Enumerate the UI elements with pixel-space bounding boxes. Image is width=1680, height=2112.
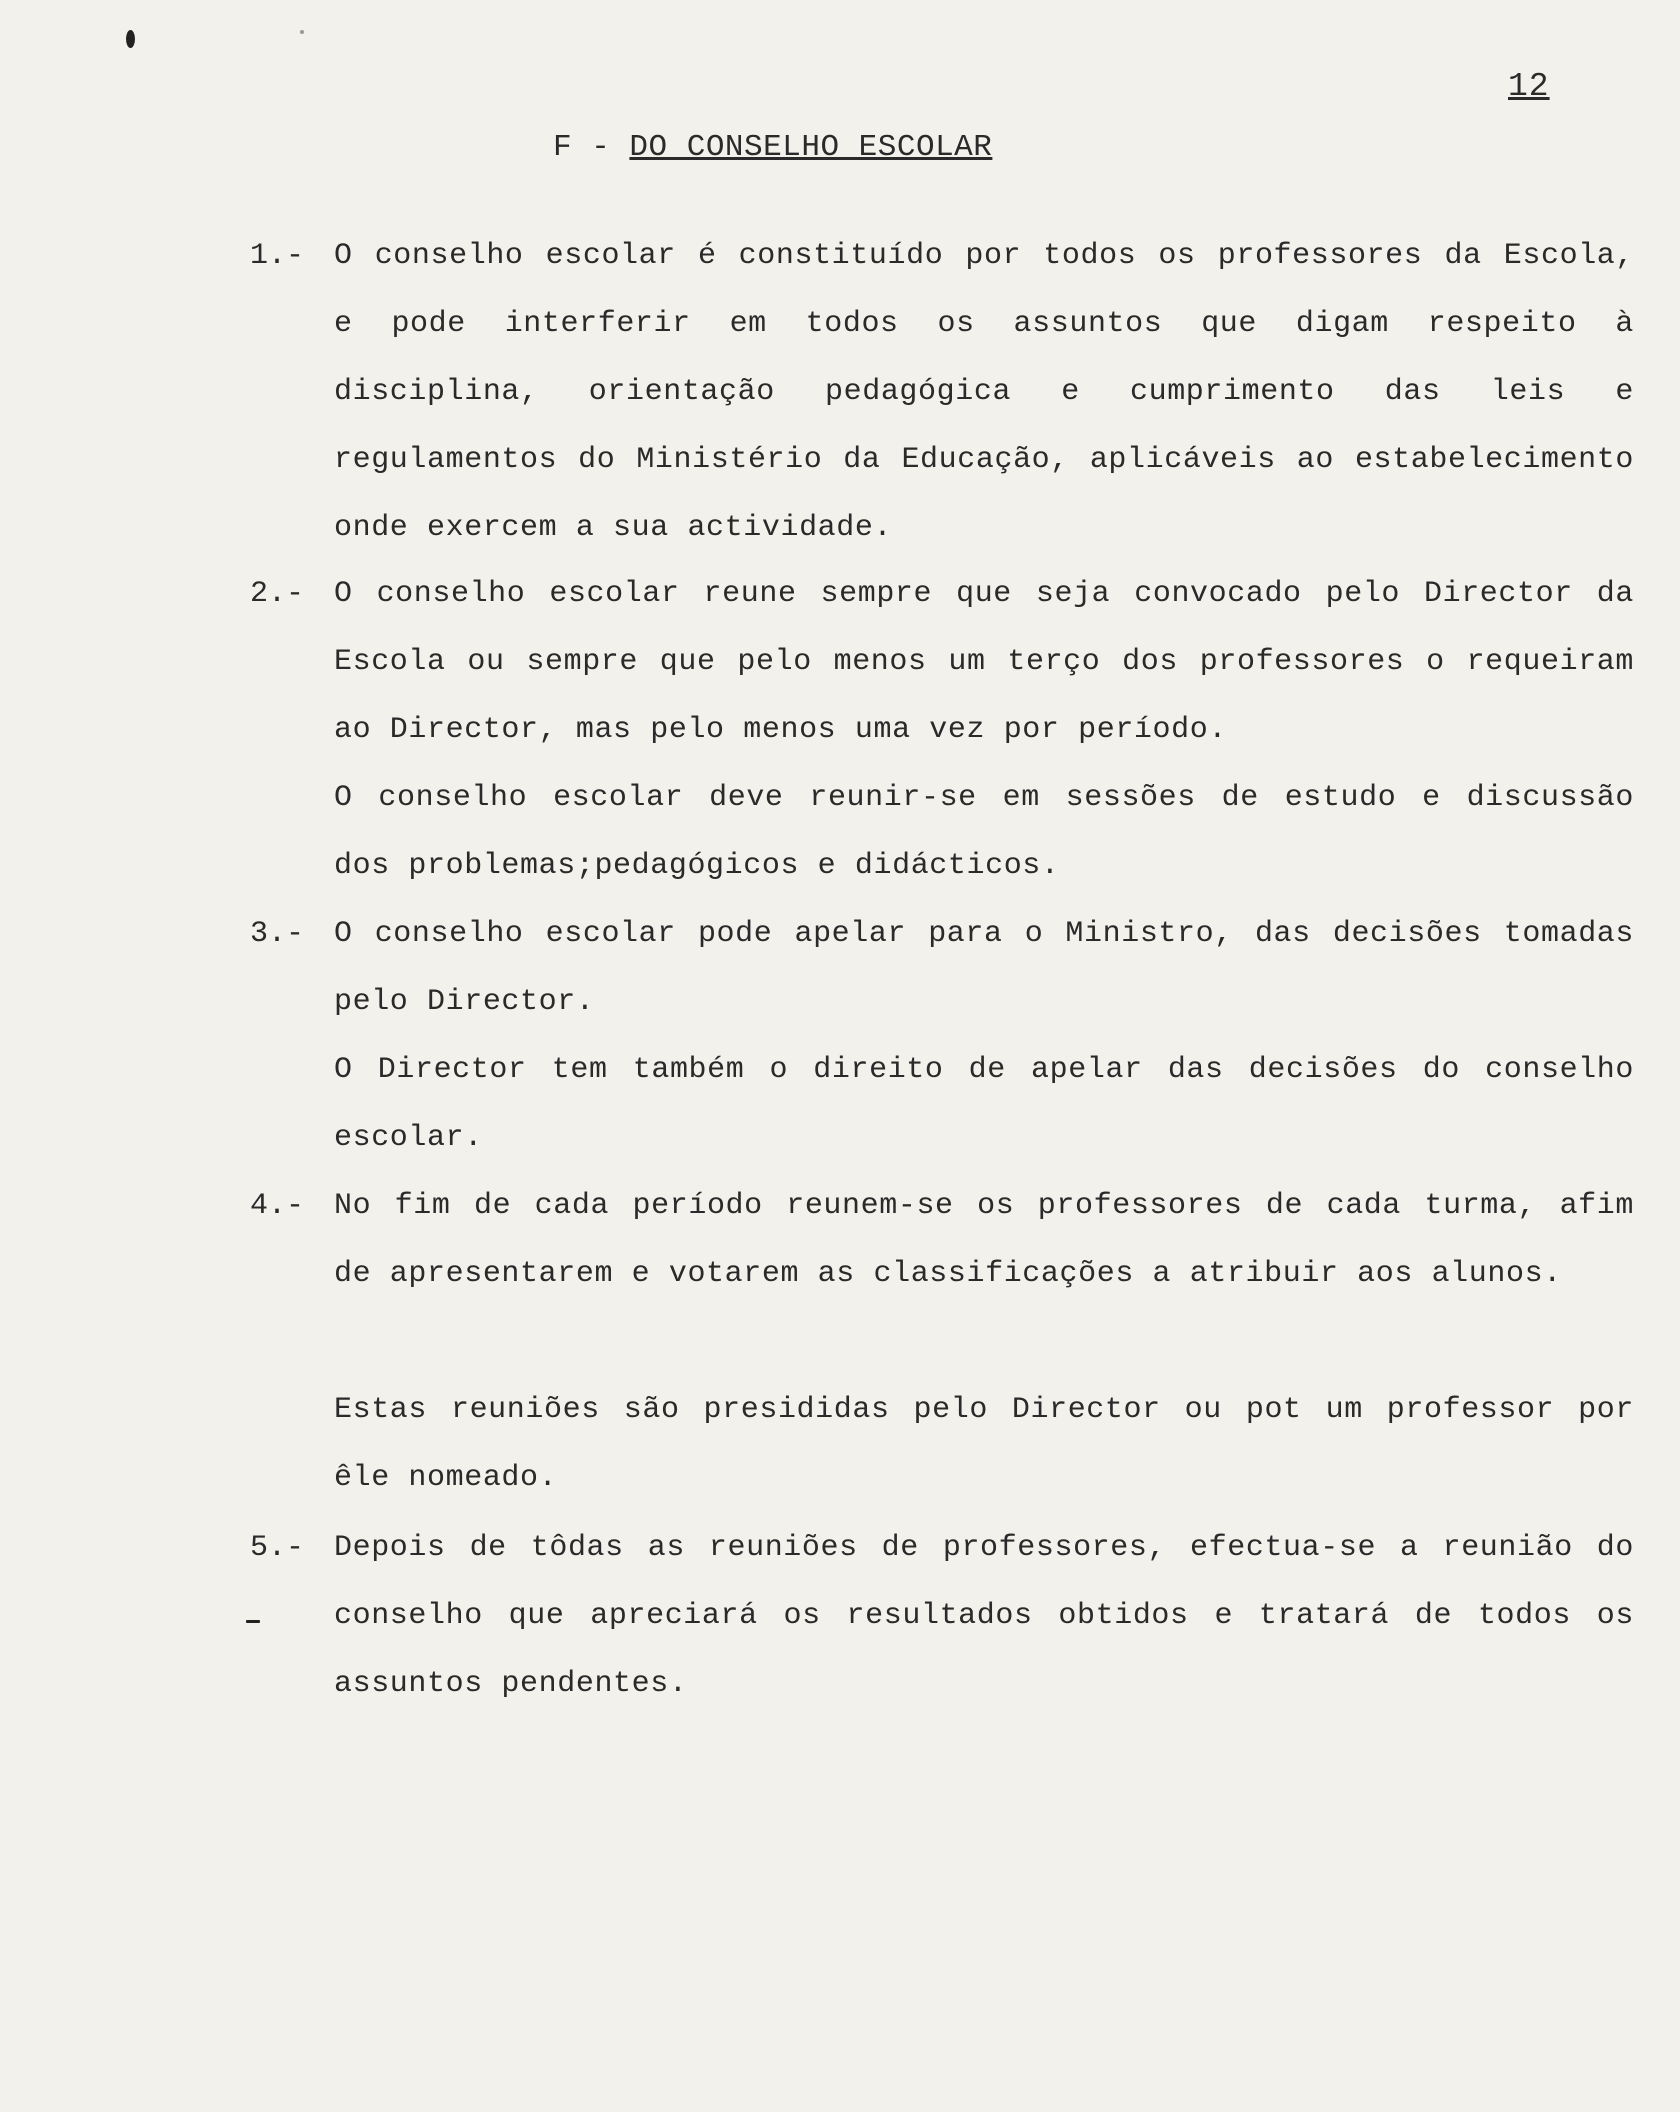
item-paragraph: O conselho escolar pode apelar para o Ministro, das decisões tomadas pelo Director.: [334, 917, 1634, 1019]
item-paragraph: O conselho escolar reune sempre que seja convocado pelo Director da Escola ou sempre que pelo menos um terço dos professores o requeiram ao Director, mas pelo menos uma vez por período.: [334, 577, 1634, 747]
item-paragraph: Estas reuniões são presididas pelo Director ou pot um professor por êle nomeado.: [334, 1393, 1634, 1495]
section-prefix: F -: [553, 130, 611, 165]
item-number: 3.-: [250, 917, 305, 951]
item-paragraph: O conselho escolar é constituído por todos os professores da Escola, e pode interferir em todos os assuntos que digam respeito à disciplina, orientação pedagógica e cumprimento das leis e regulamentos do Ministério da Educação, aplicáveis ao estabelecimento onde exercem a sua actividade.: [334, 239, 1634, 545]
item-number: 4.-: [250, 1189, 305, 1223]
ink-dash: [246, 1620, 260, 1623]
item-number: 2.-: [250, 577, 305, 611]
item-paragraph: No fim de cada período reunem-se os professores de cada turma, afim de apresentarem e votarem as classificações a atribuir aos alunos.: [334, 1189, 1634, 1291]
item-number: 5.-: [250, 1531, 305, 1565]
section-heading: [553, 130, 992, 165]
ink-mark: [126, 30, 135, 48]
item-number: 1.-: [250, 239, 305, 273]
item-paragraph: O Director tem também o direito de apelar das decisões do conselho escolar.: [334, 1053, 1634, 1155]
ink-speck: [300, 30, 304, 34]
item-paragraph: Depois de tôdas as reuniões de professores, efectua-se a reunião do conselho que apreciará os resultados obtidos e tratará de todos os assuntos pendentes.: [334, 1531, 1634, 1701]
section-title: DO CONSELHO ESCOLAR: [629, 130, 993, 165]
item-paragraph: O conselho escolar deve reunir-se em sessões de estudo e discussão dos problemas;pedagógicos e didácticos.: [334, 781, 1634, 883]
page-number: 12: [1508, 68, 1550, 105]
